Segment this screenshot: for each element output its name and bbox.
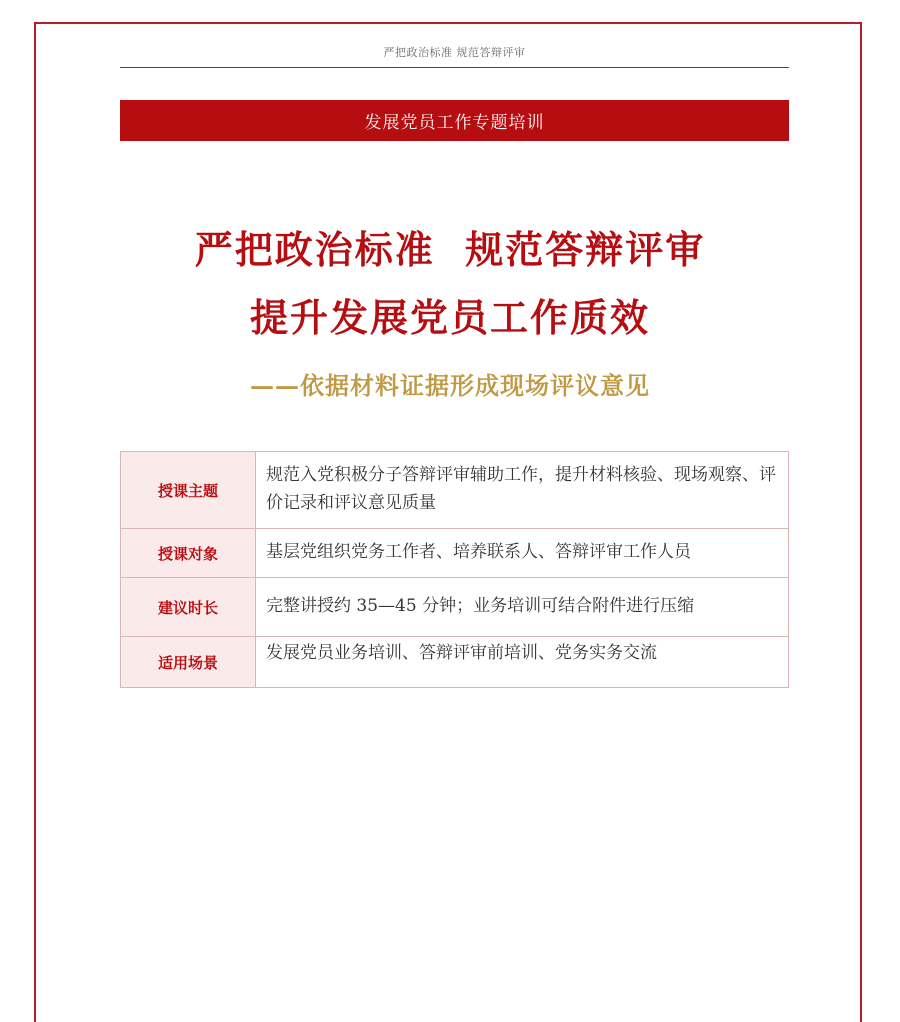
row-label: 授课对象 <box>121 529 256 578</box>
banner-text: 发展党员工作专题培训 <box>364 113 545 133</box>
table-row <box>121 637 789 688</box>
row-label: 适用场景 <box>121 637 256 688</box>
table-row <box>121 578 789 637</box>
banner <box>120 100 789 141</box>
running-header: 严把政治标准 规范答辩评审 <box>383 46 526 59</box>
row-value: 完整讲授约 35—45 分钟；业务培训可结合附件进行压缩 <box>256 578 789 637</box>
row-label: 建议时长 <box>121 578 256 637</box>
row-value: 规范入党积极分子答辩评审辅助工作，提升材料核验、现场观察、评价记录和评议意见质量 <box>256 452 789 529</box>
row-label: 授课主题 <box>121 452 256 529</box>
row-value: 基层党组织党务工作者、培养联系人、答辩评审工作人员 <box>256 529 789 578</box>
main-title-line-1: 严把政治标准 规范答辩评审 <box>194 227 706 272</box>
main-title-line-2: 提升发展党员工作质效 <box>249 295 650 340</box>
subtitle: ——依据材料证据形成现场评议意见 <box>250 371 650 400</box>
row-value: 发展党员业务培训、答辩评审前培训、党务实务交流 <box>256 637 789 688</box>
header-rule <box>120 67 789 68</box>
info-table <box>120 451 789 688</box>
table-row <box>121 452 789 529</box>
table-row <box>121 529 789 578</box>
